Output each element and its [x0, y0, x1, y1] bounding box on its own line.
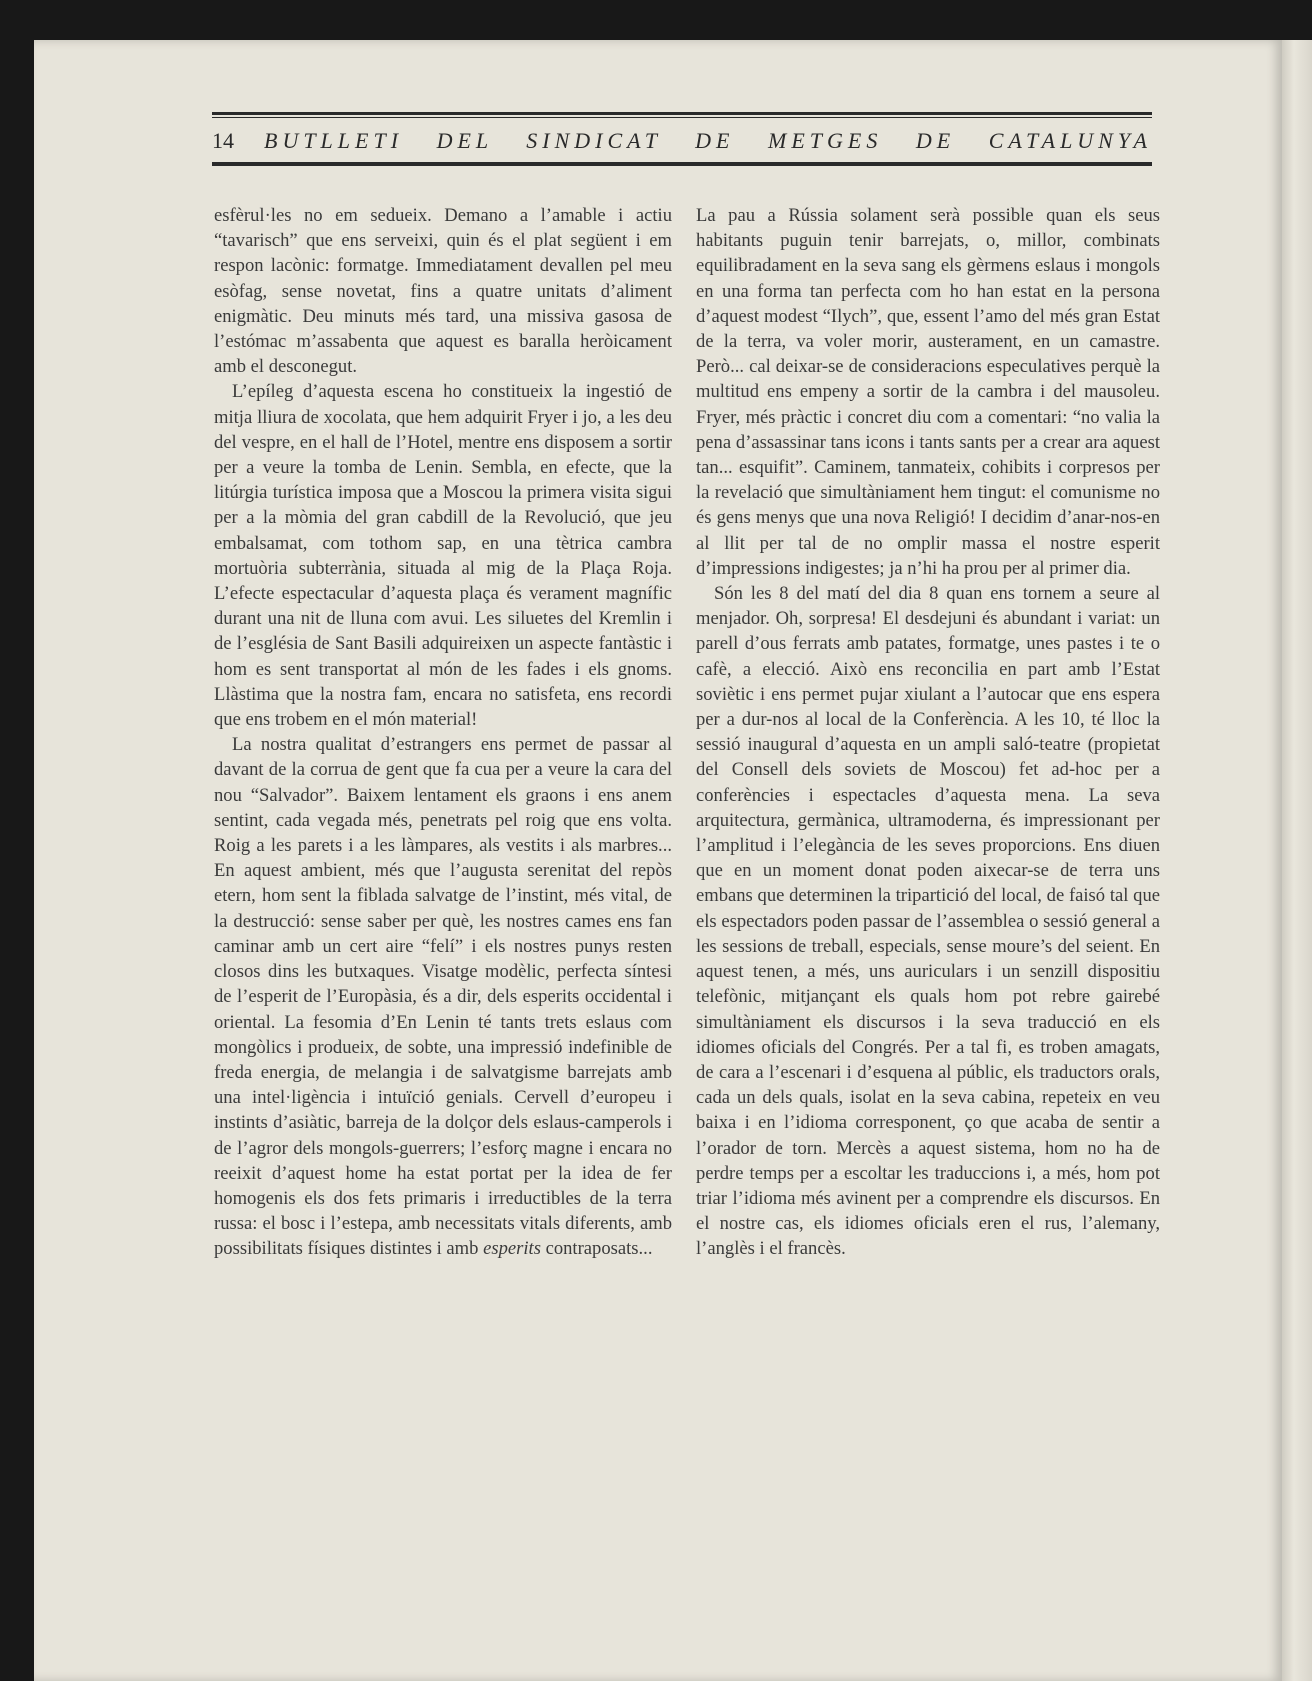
right-column — [696, 203, 1160, 1262]
next-page-edge — [1282, 40, 1312, 1681]
header-top-rule — [212, 112, 1152, 115]
header-bottom-rule — [212, 163, 1152, 166]
journal-title: BUTLLETI DEL SINDICAT DE METGES DE CATALUNYA — [264, 128, 1152, 153]
paragraph-tail: contraposats... — [540, 1238, 653, 1260]
paragraph: Són les 8 del matí del dia 8 quan ens tornem a seure al menjador. Oh, sorpresa! El desdejuni és abundant i variat: un parell d’ous ferrats amb patates, formatge, unes pastes i te o cafè, a elecció. Això ens reconcilia en part amb l’Estat soviètic i ens permet pujar xiulant a l’autocar que ens espera per a dur-nos al local de la Conferència. A les 10, té lloc la sessió inaugural d’aquesta en un ampli saló-teatre (propietat del Consell dels soviets de Moscou) fet ad-hoc per a conferències i espectacles d’aquesta mena. La seva arquitectura, germànica, ultramoderna, és impressionant per l’amplitud i l’elegància de les seves proporcions. Ens diuen que en un moment donat poden aixecar-se de terra uns embans que determinen la tripartició del local, de faisó tal que els espectadors poden passar de l’assemblea o sessió general a les sessions de treball, especials, sense moure’s del seient. En aquest tenen, a més, uns auriculars i un senzill dispositiu telefònic, mitjançant els quals hom pot rebre gairebé simultàniament els discursos i la seva traducció en els idiomes oficials del Congrés. Per a tal fi, es troben amagats, de cara a l’escenari i d’esquena al públic, els traductors orals, cada un dels quals, isolat en la seva cabina, repeteix en veu baixa i en l’idioma corresponent, ço que acaba de sentir a l’orador de torn. Mercès a aquest sistema, hom no ha de perdre temps per a escoltar les traduccions i, a més, hom pot triar l’idioma més avinent per a comprendre els discursos. En el nostre cas, els idiomes oficials eren el rus, l’alemany, l’anglès i el francès. — [696, 583, 1160, 1260]
emphasis-text: esperits — [483, 1238, 541, 1260]
page-number: 14 — [212, 128, 234, 153]
running-header — [212, 112, 1152, 166]
left-column — [214, 203, 672, 1262]
paragraph-text: La nostra qualitat d’estrangers ens permet de passar al davant de la corrua de gent que fa cua per a veure la cara del nou “Salvador”. Baixem lentament els graons i ens anem sentint, cada vegada més, penetrats pel roig que ens volta. Roig a les parets i a les làmpares, als vestits i als marbres... En aquest ambient, més que l’augusta serenitat del repòs etern, hom sent la fiblada salvatge de l’instint, més vital, de la destrucció: sense saber per què, les nostres cames ens fan caminar amb un cert aire “felí” i els nostres punys resten closos dins les butxaques. Visatge modèlic, perfecta síntesi de l’esperit de l’Europàsia, és a dir, dels esperits occidental i oriental. La fesomia d’En Lenin té tants trets eslaus com mongòlics i produeix, de sobte, una impressió indefinible de freda energia, de melangia i de salvatgisme barrejats amb una intel·ligència i intuïció genials. Cervell d’europeu i instints d’asiàtic, barreja de la dolçor dels eslaus-camperols i de l’agror dels mongols-guerrers; l’esforç magne i encara no reeixit d’aquest home ha estat portat per la idea de fer homogenis els dos fets primaris i irreductibles de la terra russa: el bosc i l’estepa, amb necessitats vitals diferents, amb possibilitats físiques distintes i amb — [214, 734, 672, 1260]
header-top-rule-thin — [212, 117, 1152, 118]
paragraph: L’epíleg d’aquesta escena ho constitueix la ingestió de mitja lliura de xocolata, que hem adquirit Fryer i jo, a les deu del vespre, en el hall de l’Hotel, mentre ens disposem a sortir per a veure la tomba de Lenin. Sembla, en efecte, que la litúrgia turística imposa que a Moscou la primera visita sigui per a la mòmia del gran cabdill de la Revolució, que jeu embalsamat, com tothom sap, en una tètrica cambra mortuòria subterrània, situada al mig de la Plaça Roja. L’efecte espectacular d’aquesta plaça és verament magnífic durant una nit de lluna com avui. Les siluetes del Kremlin i de l’església de Sant Basili adquireixen un aspecte fantàstic i hom es sent transportat al món de les fades i els gnoms. Llàstima que la nostra fam, encara no satisfeta, ens recordi que ens trobem en el món material! — [214, 381, 672, 731]
paragraph — [214, 732, 672, 1261]
paragraph: La pau a Rússia solament serà possible quan els seus habitants puguin tenir barrejats, o, millor, combinats equilibradament en la seva sang els gèrmens eslaus i mongols en una forma tan perfecta com ho han estat en la persona d’aquest modest “Ilych”, que, essent l’amo del més gran Estat de la terra, va voler morir, austerament, en un camastre. Però... cal deixar-se de consideracions especulatives perquè la multitud ens empeny a sortir de la cambra i del mausoleu. Fryer, més pràctic i concret diu com a comentari: “no valia la pena d’assassinar tans icons i tants sants per a crear ara aquest tan... esquifit”. Caminem, tanmateix, cohibits i corpresos per la revelació que simultàniament hem tingut: el comunisme no és gens menys que una nova Religió! I decidim d’anar-nos-en al llit per tal de no omplir massa el nostre esperit d’impressions indigestes; ja n’hi ha prou per al primer dia. — [696, 205, 1160, 579]
header-row — [212, 128, 1152, 154]
paragraph: esfèrul·les no em sedueix. Demano a l’amable i actiu “tavarisch” que ens serveixi, quin és el plat següent i em respon lacònic: formatge. Immediatament devallen pel meu esòfag, sense novetat, fins a quatre unitats d’aliment enigmàtic. Deu minuts més tard, una missiva gasosa de l’estómac m’assabenta que aquest es baralla heròicament amb el desconegut. — [214, 205, 672, 378]
